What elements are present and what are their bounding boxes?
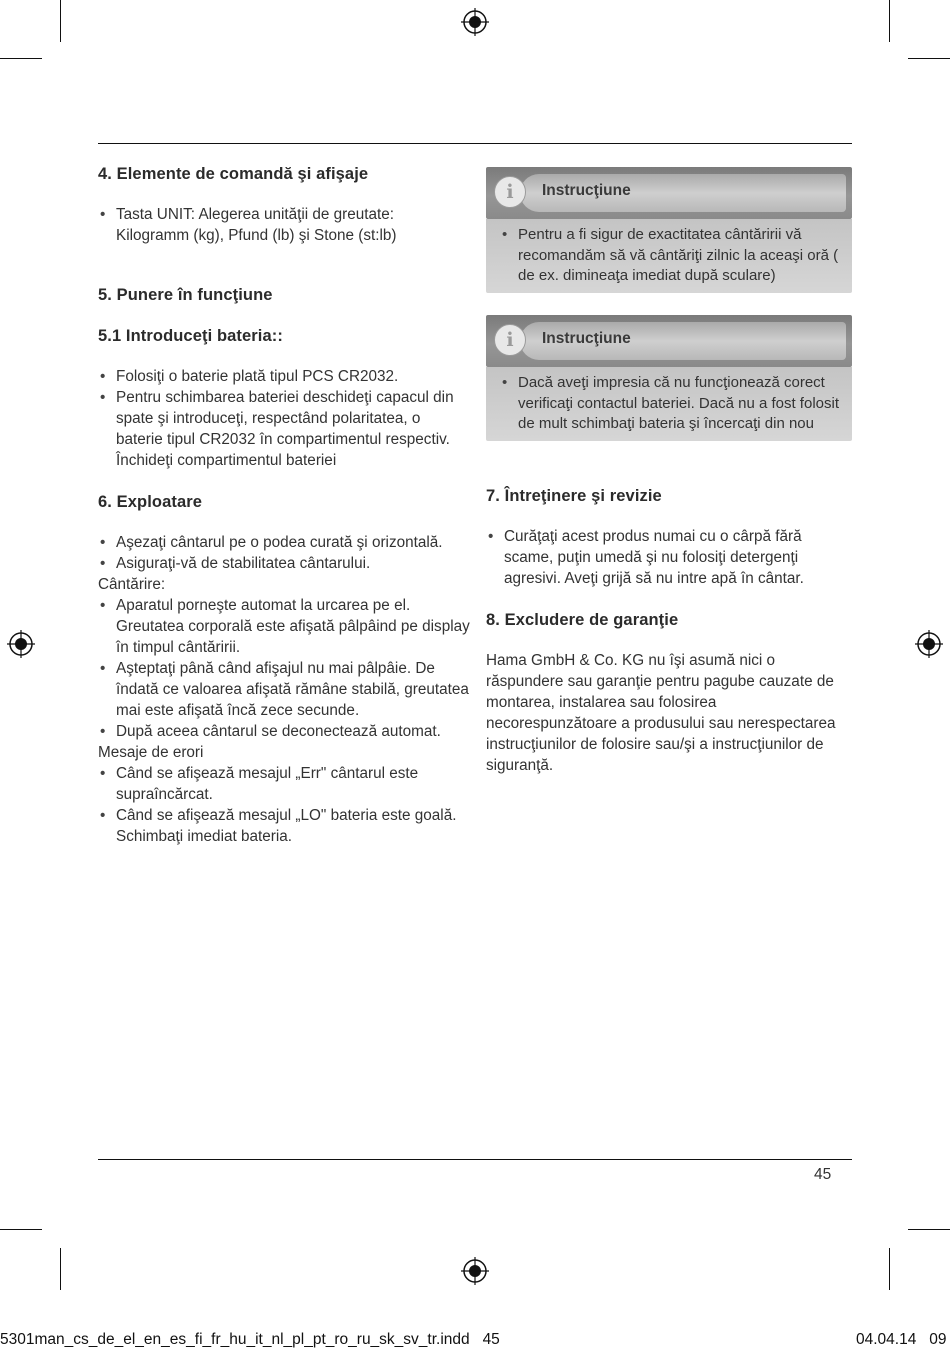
note-title: Instrucţiune <box>542 182 631 199</box>
crop-mark <box>60 0 61 42</box>
note-header <box>486 167 852 219</box>
list-item: • După aceea cântarul se deconectează automat. <box>98 721 470 742</box>
slug-date: 04.04.14 09 <box>856 1331 947 1348</box>
section-6-body <box>98 532 470 847</box>
section-5-1-heading: 5.1 Introduceţi bateria:: <box>98 327 283 345</box>
crop-mark <box>0 1229 42 1230</box>
right-column <box>486 487 848 776</box>
note-box-2 <box>486 315 852 441</box>
list-item: • Dacă aveţi impresia că nu funcţionează corect verificaţi contactul bateriei. Dacă nu a fost folosit de mult schimbaţi bateria şi încercaţi din nou <box>500 373 842 435</box>
section-5-1-list <box>98 366 470 471</box>
list-item: • Pentru a fi sigur de exactitatea cântăririi vă recomandăm să vă cântăriţi zilnic la aceaşi oră ( de ex. dimineaţa imediat după sculare) <box>500 225 842 287</box>
section-4-list <box>98 204 470 246</box>
section-6-list-b <box>98 595 470 742</box>
list-item: • Asiguraţi-vă de stabilitatea cântarului. <box>98 553 470 574</box>
errors-label: Mesaje de erori <box>98 744 204 761</box>
registration-mark-icon <box>914 629 944 659</box>
note-title: Instrucţiune <box>542 330 631 347</box>
section-8-heading: 8. Excludere de garanţie <box>486 611 679 629</box>
note-header <box>486 315 852 367</box>
list-item: • Curăţaţi acest produs numai cu o cârpă fără scame, puţin umedă şi nu folosiţi detergenţi agresivi. Aveţi grijă să nu intre apă în cântar. <box>486 526 848 589</box>
crop-mark <box>908 1229 950 1230</box>
note-body <box>486 367 852 441</box>
section-6-list-c <box>98 763 470 847</box>
registration-mark-icon <box>460 7 490 37</box>
slug-filename: 5301man_cs_de_el_en_es_fi_fr_hu_it_nl_pl_pt_ro_ru_sk_sv_tr.indd 45 <box>0 1331 500 1348</box>
section-4-heading: 4. Elemente de comandă şi afişaje <box>98 165 369 183</box>
crop-mark <box>889 0 890 42</box>
list-item: • Pentru schimbarea bateriei deschideţi capacul din spate şi introduceţi, respectând polaritatea, o baterie tipul CR2032 în compartimentul respectiv. Închideţi compartimentul bateriei <box>98 387 470 471</box>
list-item: • Când se afişează mesajul „LO" bateria este goală. Schimbaţi imediat bateria. <box>98 805 470 847</box>
section-7-list <box>486 526 848 589</box>
note-box-1 <box>486 167 852 293</box>
list-item: • Folosiţi o baterie plată tipul PCS CR2032. <box>98 366 470 387</box>
list-item: • Aşezaţi cântarul pe o podea curată şi orizontală. <box>98 532 470 553</box>
list-item: • Aşteptaţi până când afişajul nu mai pâlpâie. De îndată ce valoarea afişată rămâne stabilă, greutatea mai este afişată încă zece secunde. <box>98 658 470 721</box>
weighing-label: Cântărire: <box>98 576 166 593</box>
left-column <box>98 165 470 847</box>
section-7-heading: 7. Întreţinere şi revizie <box>486 487 662 505</box>
info-icon: i <box>494 324 526 356</box>
header-rule <box>98 143 852 144</box>
footer-rule <box>98 1159 852 1160</box>
list-item: • Aparatul porneşte automat la urcarea pe el. Greutatea corporală este afişată pâlpâind pe display în timpul cântăririi. <box>98 595 470 658</box>
section-8-text: Hama GmbH & Co. KG nu îşi asumă nici o răspundere sau garanţie pentru pagube cauzate de montarea, instalarea sau folosirea necorespunzătoare a produsului sau nerespectarea instrucţiunilor de folosire sau/şi a instrucţiunilor de siguranţă. <box>486 652 836 774</box>
crop-mark <box>889 1248 890 1290</box>
registration-mark-icon <box>6 629 36 659</box>
section-5-heading: 5. Punere în funcţiune <box>98 286 273 304</box>
list-item: • Când se afişează mesajul „Err" cântarul este supraîncărcat. <box>98 763 470 805</box>
page-number: 45 <box>814 1166 832 1183</box>
section-6-heading: 6. Exploatare <box>98 493 203 511</box>
info-icon: i <box>494 176 526 208</box>
crop-mark <box>60 1248 61 1290</box>
note-body <box>486 219 852 293</box>
crop-mark <box>0 58 42 59</box>
section-6-list-a <box>98 532 470 574</box>
list-item: • Tasta UNIT: Alegerea unităţii de greutate: Kilogramm (kg), Pfund (lb) şi Stone (st:lb) <box>98 204 470 246</box>
crop-mark <box>908 58 950 59</box>
registration-mark-icon <box>460 1256 490 1286</box>
